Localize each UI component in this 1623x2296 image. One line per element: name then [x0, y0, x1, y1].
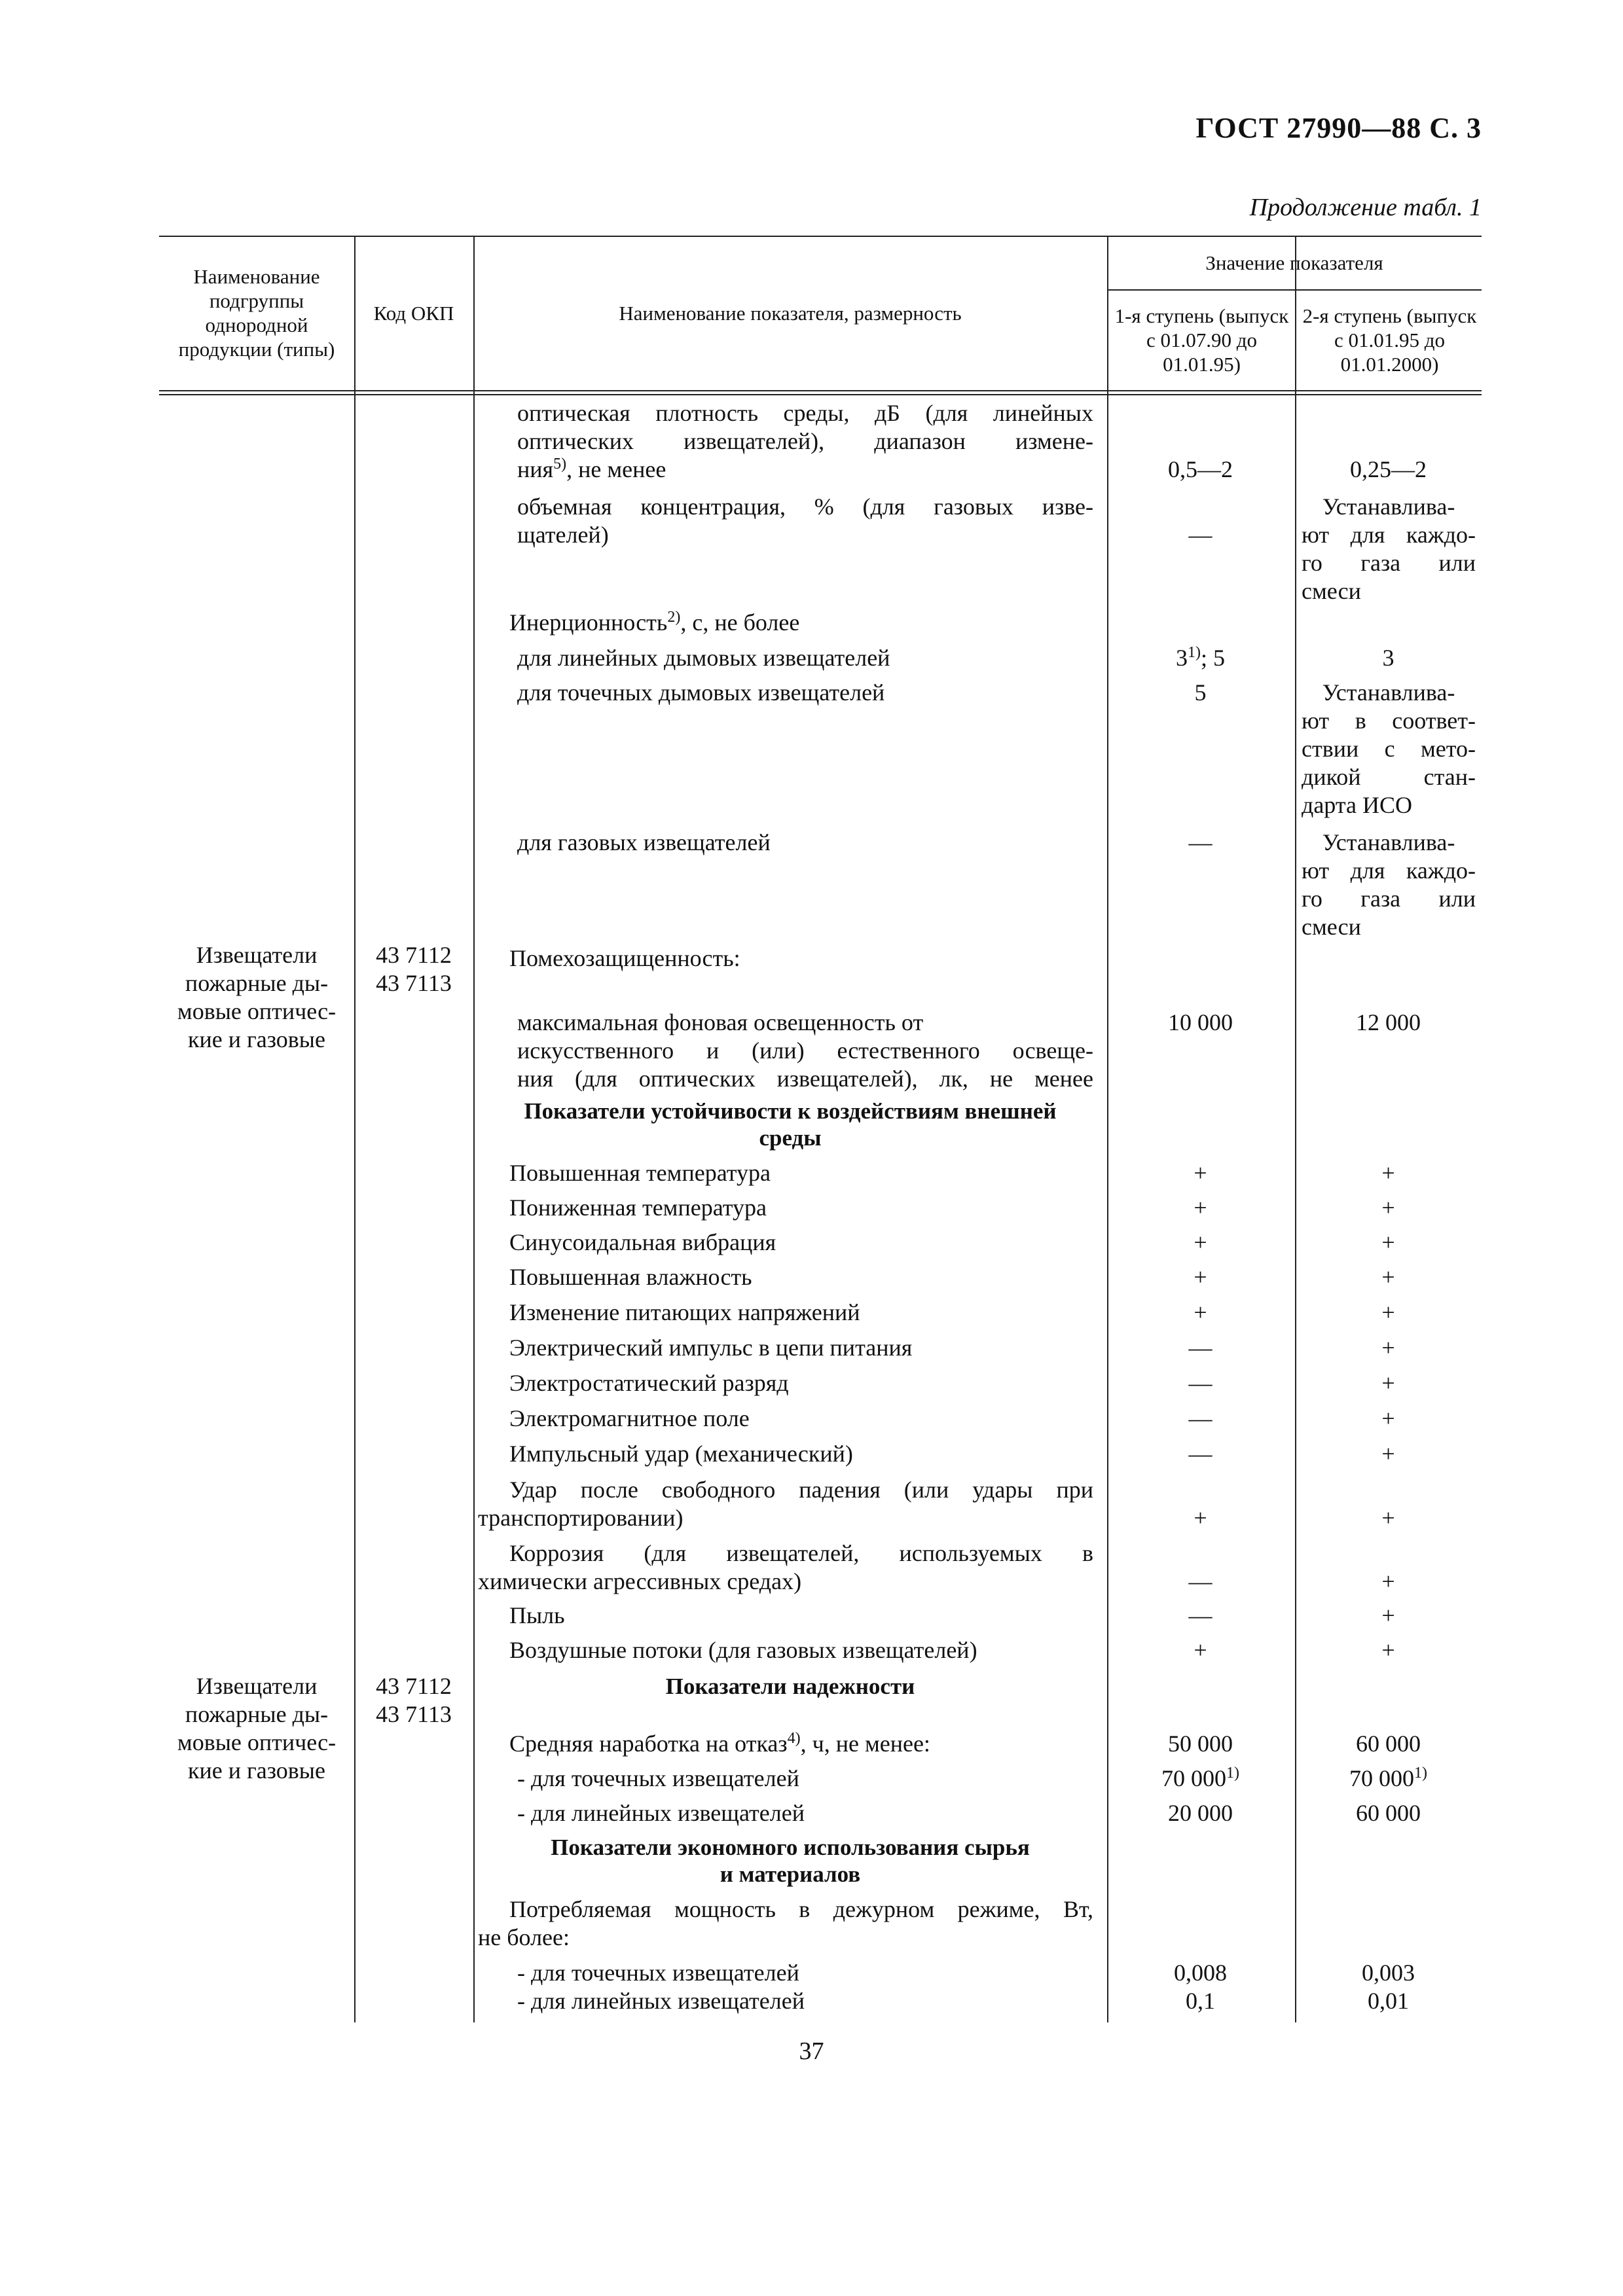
value-stage-2: +: [1381, 1602, 1395, 1628]
indicator-text: Удар после свободного падения (или удары при: [509, 1477, 1093, 1503]
value-stage-1: 10 000: [1168, 1009, 1233, 1035]
okp-code: 43 7113: [376, 970, 452, 996]
value-stage-1: 5: [1194, 679, 1207, 706]
table-caption: Продолжение табл. 1: [1249, 194, 1482, 221]
value-stage-1: +: [1194, 1505, 1207, 1531]
value-stage-1: 20 000: [1168, 1800, 1233, 1826]
value-stage-2: +: [1381, 1335, 1395, 1361]
value-stage-2: +: [1381, 1405, 1395, 1431]
section-heading: Показатели устойчивости к воздействиям внешней: [524, 1098, 1057, 1124]
indicator-text: Потребляемая мощность в дежурном режиме, Вт,: [509, 1896, 1093, 1922]
value-stage-2-line: дарта ИСО: [1302, 792, 1412, 818]
value-stage-1: —: [1188, 522, 1213, 548]
value-stage-1: 3$^{1)}$; 5: [1175, 644, 1225, 671]
value-stage-1: —: [1188, 1602, 1213, 1628]
indicator-text: щателей): [517, 522, 609, 548]
header-value: Значение показателя: [1205, 251, 1383, 274]
value-stage-1: —: [1188, 829, 1213, 855]
value-stage-1: 50 000: [1168, 1731, 1233, 1757]
value-stage-1: +: [1194, 1299, 1207, 1325]
value-stage-2: +: [1381, 1441, 1395, 1467]
section-heading: Показатели экономного использования сырья: [551, 1835, 1030, 1860]
group-name-line: пожарные ды-: [185, 970, 329, 996]
col-divider-1: [354, 236, 356, 2022]
indicator-text: для линейных дымовых извещателей: [517, 645, 890, 671]
value-stage-1: 0,5—2: [1168, 456, 1233, 482]
indicator-text: Повышенная влажность: [509, 1264, 752, 1290]
indicator-text: - для линейных извещателей: [517, 1988, 805, 2014]
indicator-text: ния (для оптических извещателей), лк, не менее: [517, 1066, 1093, 1092]
header-stage-2: 2-я ступень (выпуск с 01.01.95 до 01.01.2000): [1302, 304, 1477, 376]
header-bottom-border: [159, 390, 1482, 391]
value-stage-1: —: [1188, 1405, 1213, 1431]
value-stage-2: 60 000: [1356, 1731, 1421, 1757]
value-stage-2: +: [1381, 1229, 1395, 1255]
group-name-line: мовые оптичес-: [177, 1729, 337, 1755]
value-stage-1: +: [1194, 1160, 1207, 1186]
indicator-text: для газовых извещателей: [517, 829, 771, 855]
header-bottom-double-border: [159, 394, 1482, 395]
value-stage-1: +: [1194, 1229, 1207, 1255]
value-stage-2-line: смеси: [1302, 914, 1361, 940]
header-okp-code: Код ОКП: [373, 301, 454, 325]
indicator-text: не более:: [478, 1924, 570, 1950]
value-stage-2: +: [1381, 1370, 1395, 1396]
value-stage-2-line: ют в соответ-: [1302, 708, 1476, 734]
value-stage-2: +: [1381, 1160, 1395, 1186]
okp-code: 43 7112: [376, 1673, 452, 1699]
okp-code: 43 7112: [376, 942, 452, 968]
indicator-text: для точечных дымовых извещателей: [517, 679, 885, 706]
row-noise-immunity: Помехозащищенность:: [509, 945, 740, 971]
value-stage-2-line: ют для каждо-: [1302, 857, 1476, 884]
indicator-text: Изменение питающих напряжений: [509, 1299, 860, 1325]
group-name-line: кие и газовые: [188, 1026, 325, 1052]
value-stage-1: —: [1188, 1568, 1213, 1594]
value-stage-2: +: [1381, 1194, 1395, 1221]
indicator-text: - для точечных извещателей: [517, 1960, 799, 1986]
indicator-text: максимальная фоновая освещенность от: [517, 1009, 924, 1035]
indicator-text: ния$^{5)}$, не менее: [517, 456, 666, 482]
value-stage-2-line: Устанавлива-: [1322, 829, 1455, 855]
section-heading: среды: [759, 1125, 822, 1151]
indicator-text: Пыль: [509, 1602, 565, 1628]
value-stage-1: —: [1188, 1335, 1213, 1361]
value-stage-2: +: [1381, 1637, 1395, 1663]
header-stage-1: 1-я ступень (выпуск с 01.07.90 до 01.01.95): [1114, 304, 1289, 376]
indicator-text: - для линейных извещателей: [517, 1800, 805, 1826]
page-header: ГОСТ 27990—88 С. 3: [1195, 112, 1482, 144]
value-stage-2: +: [1381, 1299, 1395, 1325]
header-subgroup: Наименование подгруппы однородной продукции (типы): [178, 265, 335, 361]
indicator-text: Повышенная температура: [509, 1160, 771, 1186]
indicator-text: Импульсный удар (механический): [509, 1441, 853, 1467]
indicator-text: Пониженная температура: [509, 1194, 767, 1221]
value-stage-1: 0,1: [1186, 1988, 1215, 2014]
value-stage-2: 0,25—2: [1350, 456, 1427, 482]
indicator-text: Электрический импульс в цепи питания: [509, 1335, 913, 1361]
indicator-text: объемная концентрация, % (для газовых изве-: [517, 493, 1093, 520]
indicator-text: оптических извещателей), диапазон измене-: [517, 428, 1093, 454]
value-stage-2: +: [1381, 1568, 1395, 1594]
indicator-text: Воздушные потоки (для газовых извещателей): [509, 1637, 977, 1663]
value-stage-2: +: [1381, 1505, 1395, 1531]
indicator-text: химически агрессивных средах): [478, 1568, 802, 1594]
value-stage-1: +: [1194, 1637, 1207, 1663]
value-stage-2-line: го газа или: [1302, 550, 1476, 576]
value-stage-1: —: [1188, 1441, 1213, 1467]
value-stage-2: 0,01: [1368, 1988, 1409, 2014]
value-stage-1: —: [1188, 1370, 1213, 1396]
value-stage-2-line: Устанавлива-: [1322, 679, 1455, 706]
value-stage-1: 70 000$^{1)}$: [1161, 1765, 1239, 1791]
group-name-line: пожарные ды-: [185, 1701, 329, 1727]
value-stage-2: 12 000: [1356, 1009, 1421, 1035]
indicator-text: Средняя наработка на отказ$^{4)}$, ч, не менее:: [509, 1730, 930, 1757]
value-stage-2-line: Устанавлива-: [1322, 493, 1455, 520]
group-name-line: Извещатели: [196, 942, 318, 968]
group-name-line: Извещатели: [196, 1673, 318, 1699]
indicator-text: - для точечных извещателей: [517, 1765, 799, 1791]
value-stage-2-line: ют для каждо-: [1302, 522, 1476, 548]
value-stage-2-line: дикой стан-: [1302, 764, 1476, 790]
indicator-text: транспортировании): [478, 1505, 684, 1531]
indicator-text: Коррозия (для извещателей, используемых в: [509, 1540, 1093, 1566]
value-stage-2-line: смеси: [1302, 578, 1361, 604]
section-heading: и материалов: [720, 1861, 861, 1887]
value-stage-2: 3: [1382, 645, 1395, 671]
value-stage-2-line: го газа или: [1302, 886, 1476, 912]
value-stage-2: 0,003: [1362, 1960, 1415, 1986]
row-inertia: Инерционность$^{2)}$, с, не более: [509, 609, 800, 636]
value-stage-2: 60 000: [1356, 1800, 1421, 1826]
group-name-line: мовые оптичес-: [177, 998, 337, 1024]
value-stage-1: +: [1194, 1264, 1207, 1290]
indicator-text: оптическая плотность среды, дБ (для линейных: [517, 400, 1093, 426]
value-stage-1: 0,008: [1174, 1960, 1227, 1986]
indicator-text: Синусоидальная вибрация: [509, 1229, 776, 1255]
indicator-text: Электромагнитное поле: [509, 1405, 750, 1431]
value-stage-2: 70 000$^{1)}$: [1349, 1765, 1427, 1791]
okp-code: 43 7113: [376, 1701, 452, 1727]
group-name-line: кие и газовые: [188, 1757, 325, 1784]
value-stage-2-line: ствии с мето-: [1302, 736, 1476, 762]
page-number: 37: [799, 2037, 824, 2065]
section-reliability: Показатели надежности: [665, 1674, 915, 1699]
value-stage-2: +: [1381, 1264, 1395, 1290]
indicator-text: искусственного и (или) естественного освеще-: [517, 1037, 1093, 1064]
header-indicator: Наименование показателя, размерность: [619, 301, 962, 325]
indicator-text: Электростатический разряд: [509, 1370, 789, 1396]
value-stage-1: +: [1194, 1194, 1207, 1221]
